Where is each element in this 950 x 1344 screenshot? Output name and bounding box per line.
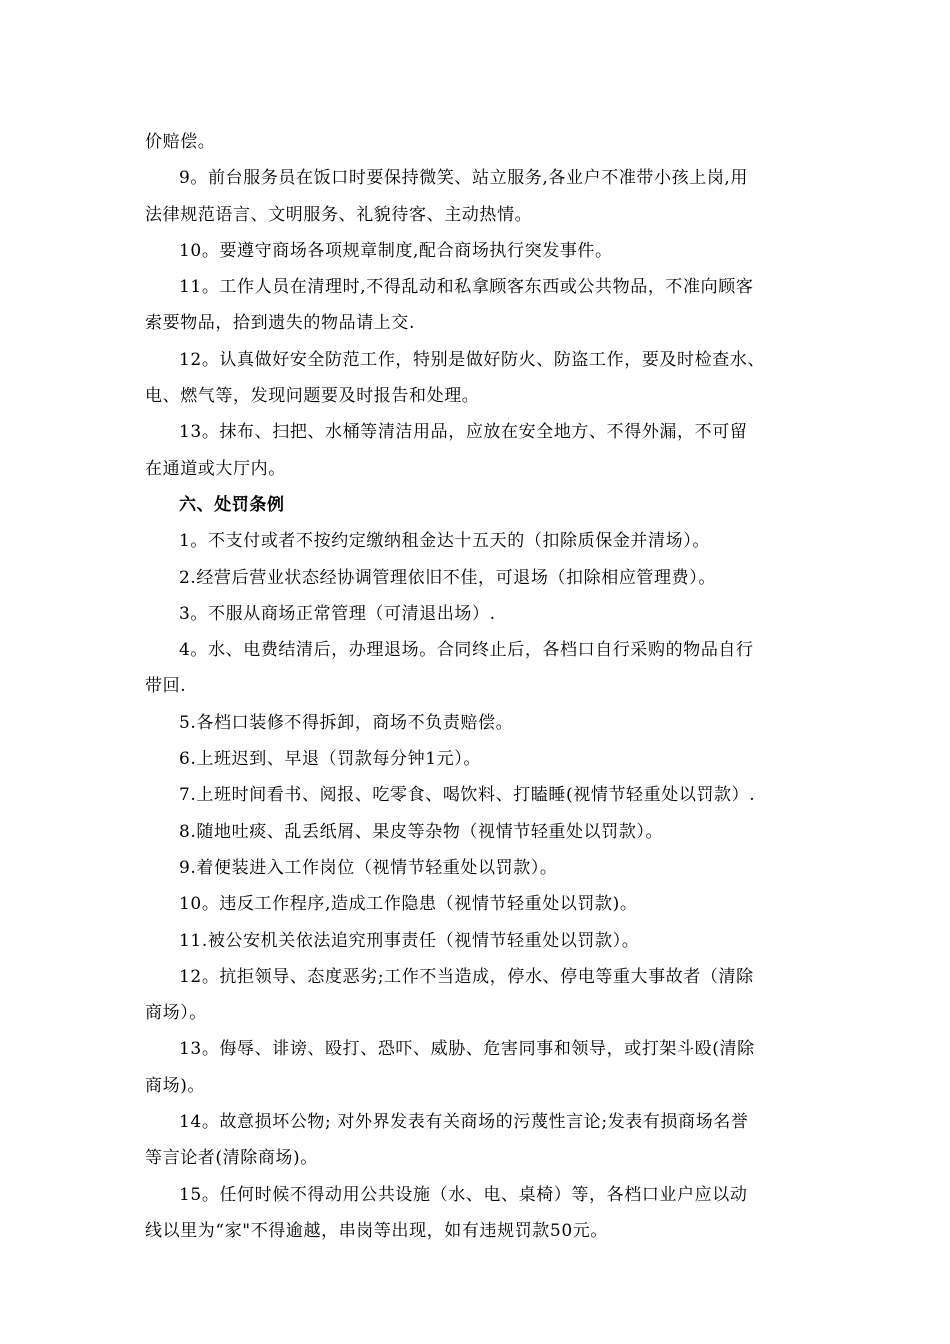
text-line: 7.上班时间看书、阅报、吃零食、喝饮料、打瞌睡(视情节轻重处以罚款）. — [179, 785, 756, 806]
text-line: 法律规范语言、文明服务、礼貌待客、主动热情。 — [145, 204, 533, 225]
text-line: 索要物品，拾到遗失的物品请上交. — [145, 313, 416, 334]
text-line: 10。要遵守商场各项规章制度,配合商场执行突发事件。 — [179, 240, 613, 261]
text-line: 价赔偿。 — [145, 132, 216, 152]
text-line: 13。抹布、扫把、水桶等清洁用品，应放在安全地方、不得外漏，不可留 — [179, 422, 748, 443]
document-body — [145, 124, 825, 1249]
text-line: 13。侮辱、诽谤、殴打、恐吓、威胁、危害同事和领导，或打架斗殴(清除 — [179, 1039, 755, 1060]
text-line: 等言论者(清除商场)。 — [145, 1148, 318, 1169]
text-line: 9。前台服务员在饭口时要保持微笑、站立服务,各业户不准带小孩上岗,用 — [179, 168, 749, 189]
text-line: 带回. — [145, 676, 187, 697]
text-line: 9.着便装进入工作岗位（视情节轻重处以罚款）。 — [179, 857, 558, 878]
text-line: 8.随地吐痰、乱丢纸屑、果皮等杂物（视情节轻重处以罚款）。 — [179, 821, 664, 842]
text-line: 12。认真做好安全防范工作，特别是做好防火、防盗工作，要及时检查水、 — [179, 349, 766, 370]
text-line: 10。违反工作程序,造成工作隐患（视情节轻重处以罚款)。 — [179, 894, 638, 915]
section-heading: 六、处罚条例 — [179, 494, 285, 515]
text-line: 电、燃气等，发现问题要及时报告和处理。 — [145, 386, 480, 407]
text-line: 5.各档口装修不得拆卸，商场不负责赔偿。 — [179, 712, 514, 733]
text-line: 12。抗拒领导、态度恶劣;工作不当造成，停水、停电等重大事故者（清除 — [179, 966, 754, 987]
text-line: 4。水、电费结清后，办理退场。合同终止后，各档口自行采购的物品自行 — [179, 640, 754, 661]
text-line: 商场）。 — [145, 1003, 207, 1024]
text-line: 2.经营后营业状态经协调管理依旧不佳，可退场（扣除相应管理费）。 — [179, 567, 716, 588]
text-line: 3。不服从商场正常管理（可清退出场）. — [179, 603, 496, 624]
text-line: 1。不支付或者不按约定缴纳租金达十五天的（扣除质保金并清场）。 — [179, 531, 710, 552]
text-line: 11.被公安机关依法追究刑事责任（视情节轻重处以罚款）。 — [179, 930, 640, 951]
text-line: 11。工作人员在清理时,不得乱动和私拿顾客东西或公共物品，不准向顾客 — [179, 277, 754, 298]
text-line: 6.上班迟到、早退（罚款每分钟1元）。 — [179, 749, 481, 770]
text-line: 线以里为“家"不得逾越，串岗等出现，如有违规罚款50元。 — [145, 1220, 608, 1241]
text-line: 15。任何时候不得动用公共设施（水、电、桌椅）等，各档口业户应以动 — [179, 1184, 748, 1205]
text-line: 商场)。 — [145, 1075, 206, 1096]
text-line: 14。故意损坏公物; 对外界发表有关商场的污蔑性言论;发表有损商场名誉 — [179, 1112, 749, 1133]
text-line: 在通道或大厅内。 — [145, 458, 286, 479]
